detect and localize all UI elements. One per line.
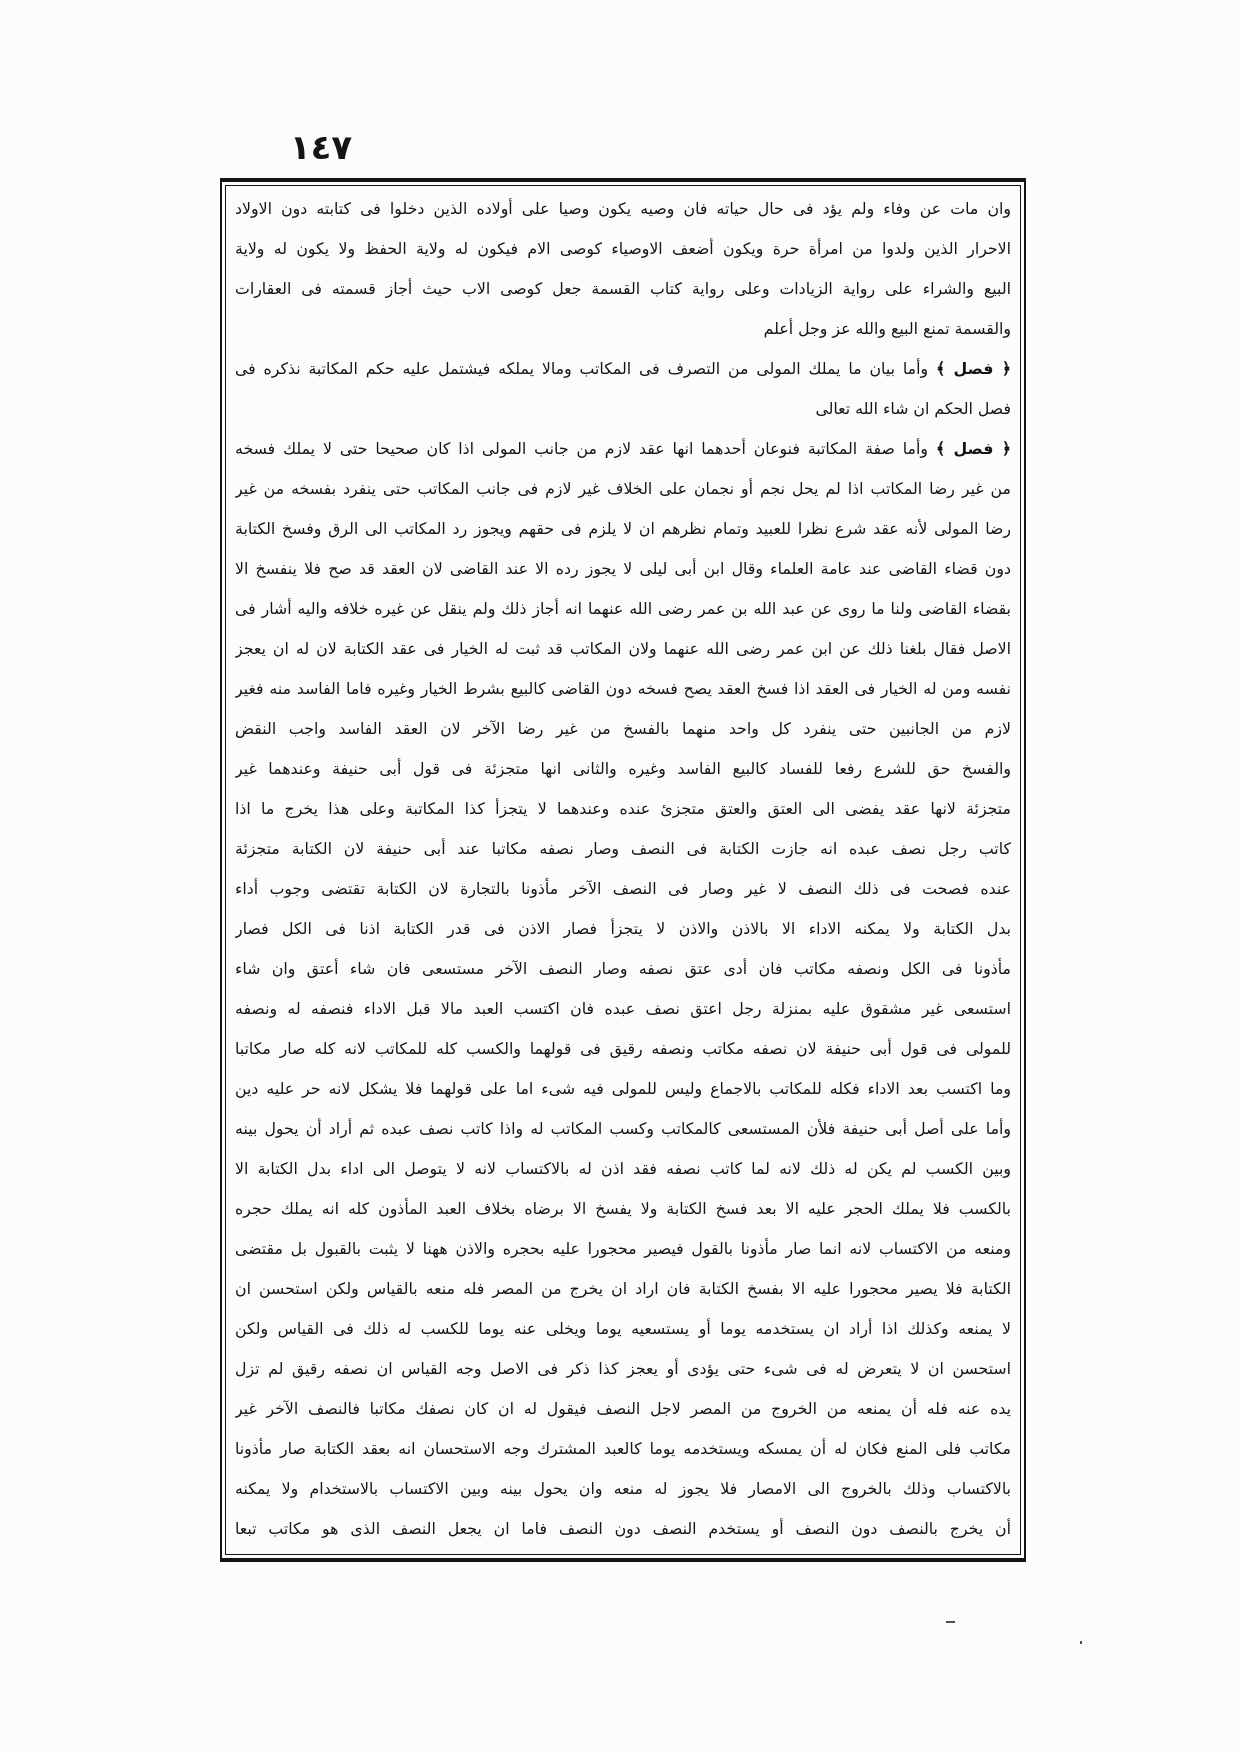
line-text: دون قضاء القاضى عند عامة العلماء وقال ابن أبى ليلى لا يجوز رده الا عند القاضى لان العقد قد صح فلا ينفسخ الا [235,559,1011,578]
text-line [235,1149,1011,1189]
text-line [235,309,1011,349]
line-text: لازم من الجانبين حتى ينفرد كل واحد منهما بالفسخ من غير رضا الآخر لان العقد الفاسد واجب النقض [235,719,1011,738]
text-block [235,189,1011,1551]
line-text: وان مات عن وفاء ولم يؤد فى حال حياته فان وصيه يكون وصيا على أولاده الذين دخلوا فى كتابته دون الاولاد [235,199,1011,218]
text-line [235,269,1011,309]
text-line [235,549,1011,589]
line-text: رضا المولى لأنه عقد شرع نظرا للعبيد وتمام نظرهم ان لا يلزم فى حقهم ويجوز رد المكاتب الى الرق وفسخ الكتابة [235,519,1011,538]
line-text: وبين الكسب لم يكن له ذلك لانه لما كاتب نصفه فقد اذن له بالاكتساب لانه لا يتوصل الى اداء بدل الكتابة الا [235,1159,1011,1178]
line-text: مأذونا فى الكل ونصفه مكاتب فان أدى عتق نصفه وصار النصف الآخر مستسعى فان شاء أعتق وان شاء [235,959,1011,978]
line-text: بالكسب فلا يملك الحجر عليه الا بعد فسخ الكتابة ولا يفسخ الا برضاه بخلاف العبد المأذون كله انه يملك حجره [235,1199,1011,1218]
text-line [235,429,1011,469]
scan-speck [946,1621,955,1623]
line-text: نفسه ومن له الخيار فى العقد اذا فسخ العقد يصح فسخه دون القاضى كالبيع بشرط الخيار وغيره فاما الفاسد منه فغير [235,679,1011,698]
text-line [235,229,1011,269]
line-text: لا يمنعه وكذلك اذا أراد ان يستخدمه يوما أو يستسعيه يوما ويخلى عنه يوما للكسب له ذلك فى القياس ولكن [235,1319,1011,1338]
line-text: استحسن ان لا يتعرض له فى شىء حتى يؤدى أو يعجز كذا ذكر فى الاصل وجه القياس ان نصفه رقيق لم تزل [235,1359,1011,1378]
line-text: عنده فصحت فى ذلك النصف لا غير وصار فى النصف الآخر مأذونا بالتجارة لان الكتابة تقتضى وجوب أداء [235,879,1011,898]
text-line [235,1389,1011,1429]
text-line [235,1069,1011,1109]
text-line [235,629,1011,669]
text-line [235,1469,1011,1509]
line-text: وأما صفة المكاتبة فنوعان أحدهما انها عقد لازم من جانب المولى اذا كان صحيحا حتى لا يملك فسخه [235,439,928,458]
line-text: بقضاء القاضى ولنا ما روى عن عبد الله بن عمر رضى الله عنهما انه أجاز ذلك ولم ينقل عن غيره خلافه واليه أشار فى [235,599,1011,618]
page-frame-inner [225,185,1021,1555]
text-line [235,1509,1011,1549]
line-text: والفسخ حق للشرع رفعا للفساد كالبيع الفاسد وغيره والثانى انها متجزئة فى قول أبى حنيفة وعندهما غير [235,759,1011,778]
text-line [235,1309,1011,1349]
line-text: الكتابة فلا يصير محجورا عليه الا بفسخ الكتابة فان اراد ان يخرج من المصر فله منعه بالقياس ولكن استحسن ان [235,1279,1011,1298]
text-line [235,1109,1011,1149]
line-text: وما اكتسب بعد الاداء فكله للمكاتب بالاجماع وليس للمولى فيه شىء اما على قولهما فلا يشكل لانه حر عليه دين [235,1079,1011,1098]
line-text: من غير رضا المكاتب اذا لم يحل نجم أو نجمان على الخلاف غير لازم فى جانب المكاتب حتى ينفرد بفسخه من غير [235,479,1011,498]
text-line [235,829,1011,869]
text-line [235,1029,1011,1069]
line-text: كاتب رجل نصف عبده انه جازت الكتابة فى النصف وصار نصفه مكاتبا عند أبى حنيفة لان الكتابة متجزئة [235,839,1011,858]
text-line [235,1349,1011,1389]
line-text: الاحرار الذين ولدوا من امرأة حرة ويكون أضعف الاوصياء كوصى الام فيكون له ولاية الحفظ ولا يكون له ولاية [235,239,1011,258]
text-line [235,869,1011,909]
scan-speck [1080,1641,1082,1644]
line-text: البيع والشراء على رواية الزيادات وعلى رواية كتاب القسمة جعل كوصى الاب حيث أجاز قسمته فى العقارات [235,279,1011,298]
line-text: الاصل فقال بلغنا ذلك عن ابن عمر رضى الله عنهما ولان المكاتب قد ثبت له الخيار فى عقد الكتابة لان له ان يعجز [235,639,1011,658]
text-line [235,669,1011,709]
line-text: والقسمة تمنع البيع والله عز وجل أعلم [763,319,1011,338]
line-text: للمولى فى قول أبى حنيفة لان نصفه مكاتب ونصفه رقيق فى قولهما والكسب كله للمكاتب لانه كله صار مكاتبا [235,1039,1011,1058]
text-line [235,349,1011,389]
text-line [235,509,1011,549]
text-line [235,1229,1011,1269]
page-frame [220,178,1026,1562]
section-heading: ﴿ فصل ﴾ [935,439,1011,458]
text-line [235,1429,1011,1469]
line-text: أن يخرج بالنصف دون النصف أو يستخدم النصف دون النصف فاما ان يجعل النصف الذى هو مكاتب تبعا [235,1519,1011,1538]
text-line [235,189,1011,229]
text-line [235,789,1011,829]
section-heading: ﴿ فصل ﴾ [935,359,1011,378]
line-text: مكاتب فلى المنع فكان له أن يمسكه ويستخدمه يوما كالعبد المشترك وجه الاستحسان انه بعقد الكتابة صار مأذونا [235,1439,1011,1458]
text-line [235,709,1011,749]
line-text: بدل الكتابة ولا يمكنه الاداء الا بالاذن والاذن لا يتجزأ فصار الاذن فى قدر الكتابة اذنا فى الكل فصار [235,919,1011,938]
line-text: يده عنه فله أن يمنعه من الخروج من المصر لاجل النصف فيقول له ان كان نصفك مكاتبا فالنصف الآخر غير [235,1399,1011,1418]
line-text: متجزئة لانها عقد يفضى الى العتق والعتق متجزئ عنده وعندهما لا يتجزأ كذا المكاتبة وعلى هذا يخرج ما اذا [235,799,1011,818]
text-line [235,909,1011,949]
text-line [235,1189,1011,1229]
page-number: ١٤٧ [289,128,353,168]
text-line [235,949,1011,989]
text-line [235,389,1011,429]
line-text: بالاكتساب وذلك بالخروج الى الامصار فلا يجوز له منعه وان يحول بينه وبين الاكتساب بالاستخدام ولا يمكنه [235,1479,1011,1498]
text-line [235,989,1011,1029]
line-text: وأما على أصل أبى حنيفة فلأن المستسعى كالمكاتب وكسب المكاتب له واذا كاتب نصف عبده ثم أراد أن يحول بينه [235,1119,1011,1138]
line-text: فصل الحكم ان شاء الله تعالى [815,399,1011,418]
text-line [235,469,1011,509]
text-line [235,589,1011,629]
line-text: ومنعه من الاكتساب لانه انما صار مأذونا بالقول فيصير محجورا عليه بحجره والاذن ههنا لا يثبت بالقبول بل مقتضى [235,1239,1011,1258]
text-line [235,1269,1011,1309]
line-text: وأما بيان ما يملك المولى من التصرف فى المكاتب ومالا يملكه فيشتمل عليه حكم المكاتبة نذكره فى [235,359,929,378]
text-line [235,749,1011,789]
line-text: استسعى غير مشقوق عليه بمنزلة رجل اعتق نصف عبده فان اكتسب العبد مالا قبل الاداء فنصفه له ونصفه [235,999,1011,1018]
